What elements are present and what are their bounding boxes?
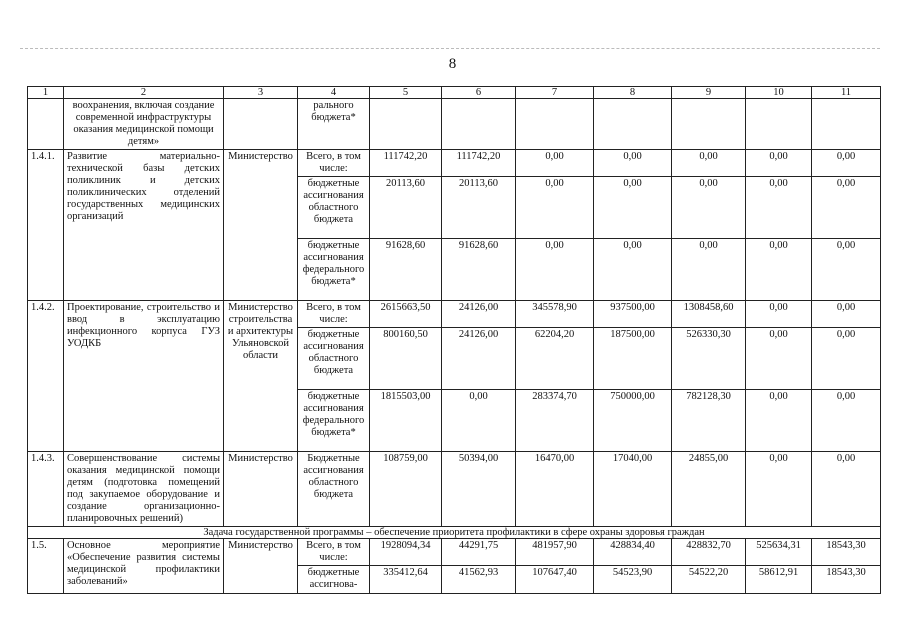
section-header-row (28, 527, 881, 539)
responsible-org: Министерство (224, 539, 298, 594)
value-cell: 107647,40 (516, 566, 594, 594)
item-number: 1.4.2. (28, 301, 64, 452)
funding-source: бюджетные ассигнования федерального бюджета* (298, 239, 370, 301)
value-cell: 345578,90 (516, 301, 594, 328)
value-cell: 0,00 (746, 239, 812, 301)
item-number: 1.4.3. (28, 452, 64, 527)
col-header-10: 10 (746, 87, 812, 99)
value-cell: 0,00 (516, 239, 594, 301)
col-header-7: 7 (516, 87, 594, 99)
item-description: Проектирование, строительство и ввод в эксплуатацию инфекционного корпуса ГУЗ УОДКБ (64, 301, 224, 452)
item-number: 1.5. (28, 539, 64, 594)
column-number-row (28, 87, 881, 99)
scan-edge-line-top (20, 48, 880, 49)
value-cell: 16470,00 (516, 452, 594, 527)
item-number: 1.4.1. (28, 150, 64, 301)
value-cell: 526330,30 (672, 328, 746, 390)
value-cell: 0,00 (442, 390, 516, 452)
value-cell: 18543,30 (812, 566, 881, 594)
value-cell: 58612,91 (746, 566, 812, 594)
value-cell: 54522,20 (672, 566, 746, 594)
value-cell: 0,00 (812, 177, 881, 239)
section-title: Задача государственной программы – обеспечение приоритета профилактики в сфере охраны здоровья граждан (28, 527, 881, 539)
funding-source: Всего, в том числе: (298, 301, 370, 328)
continued-description: воохранения, включая создание современной инфраструктуры оказания медицинской помощи детям» (64, 99, 224, 150)
value-cell: 91628,60 (370, 239, 442, 301)
table-row (28, 99, 881, 150)
item-description: Основное мероприятие «Обеспечение развития системы медицинской профилактики заболеваний» (64, 539, 224, 594)
value-cell: 428834,40 (594, 539, 672, 566)
value-cell: 0,00 (672, 177, 746, 239)
value-cell: 91628,60 (442, 239, 516, 301)
value-cell: 0,00 (746, 390, 812, 452)
value-cell: 525634,31 (746, 539, 812, 566)
item-description: Совершенствование системы оказания медицинской помощи детям (подготовка помещений под закупаемое оборудование и создание организационно-планировочных решений) (64, 452, 224, 527)
col-header-6: 6 (442, 87, 516, 99)
value-cell: 428832,70 (672, 539, 746, 566)
value-cell: 24126,00 (442, 301, 516, 328)
funding-source: рального бюджета* (298, 99, 370, 150)
value-cell: 0,00 (672, 150, 746, 177)
value-cell: 0,00 (812, 452, 881, 527)
value-cell: 41562,93 (442, 566, 516, 594)
col-header-2: 2 (64, 87, 224, 99)
value-cell: 0,00 (746, 177, 812, 239)
value-cell: 1928094,34 (370, 539, 442, 566)
value-cell: 0,00 (746, 301, 812, 328)
value-cell: 1815503,00 (370, 390, 442, 452)
value-cell: 0,00 (516, 177, 594, 239)
value-cell: 50394,00 (442, 452, 516, 527)
value-cell: 0,00 (812, 301, 881, 328)
funding-source: бюджетные ассигнования федерального бюджета* (298, 390, 370, 452)
table-row (28, 539, 881, 566)
value-cell: 44291,75 (442, 539, 516, 566)
value-cell: 108759,00 (370, 452, 442, 527)
value-cell: 0,00 (516, 150, 594, 177)
col-header-9: 9 (672, 87, 746, 99)
value-cell: 24855,00 (672, 452, 746, 527)
col-header-1: 1 (28, 87, 64, 99)
value-cell: 18543,30 (812, 539, 881, 566)
col-header-5: 5 (370, 87, 442, 99)
funding-source: Всего, в том числе: (298, 539, 370, 566)
value-cell: 187500,00 (594, 328, 672, 390)
responsible-org: Министерство (224, 452, 298, 527)
value-cell: 800160,50 (370, 328, 442, 390)
value-cell: 481957,90 (516, 539, 594, 566)
value-cell: 0,00 (812, 328, 881, 390)
value-cell: 0,00 (812, 239, 881, 301)
value-cell: 0,00 (812, 150, 881, 177)
value-cell: 0,00 (746, 452, 812, 527)
value-cell: 335412,64 (370, 566, 442, 594)
value-cell: 750000,00 (594, 390, 672, 452)
col-header-3: 3 (224, 87, 298, 99)
value-cell: 0,00 (594, 177, 672, 239)
funding-source: Бюджетные ассигнования областного бюджета (298, 452, 370, 527)
col-header-11: 11 (812, 87, 881, 99)
responsible-org: Министерство строительства и архитектуры Ульяновской области (224, 301, 298, 452)
value-cell: 782128,30 (672, 390, 746, 452)
responsible-org: Министерство (224, 150, 298, 301)
value-cell: 1308458,60 (672, 301, 746, 328)
value-cell: 111742,20 (370, 150, 442, 177)
value-cell: 24126,00 (442, 328, 516, 390)
value-cell: 0,00 (594, 239, 672, 301)
page-number: 8 (448, 56, 457, 72)
col-header-8: 8 (594, 87, 672, 99)
value-cell: 20113,60 (370, 177, 442, 239)
value-cell: 20113,60 (442, 177, 516, 239)
value-cell: 0,00 (594, 150, 672, 177)
funding-source: бюджетные ассигнования областного бюджета (298, 177, 370, 239)
item-description: Развитие материально-технической базы детских поликлиник и детских поликлинических отделений государственных медицинских организаций (64, 150, 224, 301)
value-cell: 2615663,50 (370, 301, 442, 328)
table-row (28, 150, 881, 177)
col-header-4: 4 (298, 87, 370, 99)
value-cell: 17040,00 (594, 452, 672, 527)
value-cell: 62204,20 (516, 328, 594, 390)
funding-source: бюджетные ассигнова- (298, 566, 370, 594)
value-cell: 111742,20 (442, 150, 516, 177)
funding-source: бюджетные ассигнования областного бюджета (298, 328, 370, 390)
value-cell: 0,00 (746, 328, 812, 390)
value-cell: 54523,90 (594, 566, 672, 594)
table-row (28, 452, 881, 527)
budget-table (27, 86, 881, 594)
funding-source: Всего, в том числе: (298, 150, 370, 177)
value-cell: 937500,00 (594, 301, 672, 328)
value-cell: 283374,70 (516, 390, 594, 452)
table-row (28, 301, 881, 328)
value-cell: 0,00 (812, 390, 881, 452)
value-cell: 0,00 (746, 150, 812, 177)
value-cell: 0,00 (672, 239, 746, 301)
